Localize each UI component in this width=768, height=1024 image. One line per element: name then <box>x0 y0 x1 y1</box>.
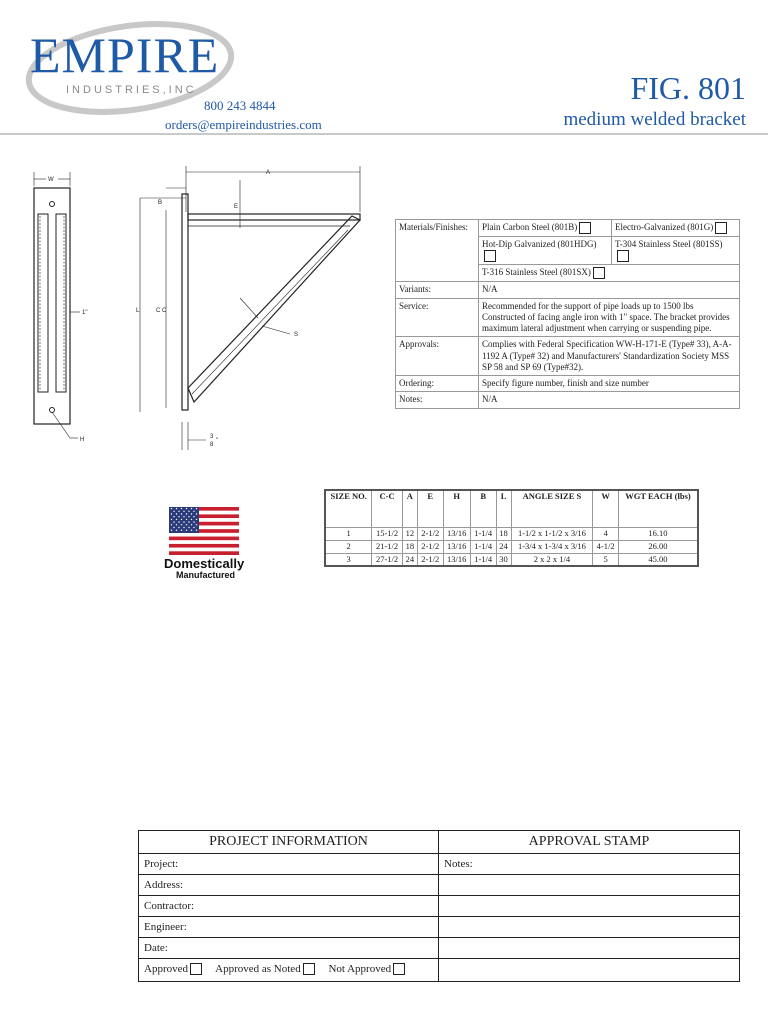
table-cell: 26.00 <box>618 540 698 553</box>
table-cell: 18 <box>402 540 417 553</box>
brand-subtitle: INDUSTRIES,INC <box>66 84 197 96</box>
table-cell: 1-1/2 x 1-1/2 x 3/16 <box>511 528 593 541</box>
material-option <box>479 265 740 282</box>
table-cell: 2-1/2 <box>417 540 443 553</box>
material-option <box>479 220 612 237</box>
table-cell: 2 <box>325 540 372 553</box>
dim-3: 3 <box>210 434 214 440</box>
table-cell: 12 <box>402 528 417 541</box>
column-header: B <box>470 490 496 528</box>
table-cell: 18 <box>496 528 511 541</box>
checkbox[interactable] <box>617 250 629 262</box>
table-cell: 1-1/4 <box>470 553 496 566</box>
address-field[interactable]: Address: <box>139 875 438 896</box>
table-cell: 24 <box>496 540 511 553</box>
dim-w: W <box>48 177 54 183</box>
notes-line[interactable] <box>439 875 739 896</box>
table-cell: 16.10 <box>618 528 698 541</box>
material-label: Plain Carbon Steel (801B) <box>482 222 578 233</box>
us-flag-icon <box>169 507 239 555</box>
ordering-label: Ordering: <box>396 376 479 392</box>
notes-line[interactable] <box>439 896 739 917</box>
table-row <box>396 220 740 237</box>
table-cell: 45.00 <box>618 553 698 566</box>
front-view <box>34 172 87 443</box>
table-cell: 1-3/4 x 1-3/4 x 3/16 <box>511 540 593 553</box>
checkbox[interactable] <box>593 267 605 279</box>
dim-h: H <box>80 437 85 443</box>
table-row <box>396 392 740 408</box>
table-cell: 2-1/2 <box>417 528 443 541</box>
service-value: Recommended for the support of pipe loads up to 1500 lbs Constructed of facing angle iron with 1" space. The bracket provides maximum lateral adjustment when carrying or suspending pipe. <box>479 298 740 337</box>
service-label: Service: <box>396 298 479 337</box>
notes-value: N/A <box>479 392 740 408</box>
variants-value: N/A <box>479 282 740 298</box>
dim-inch-mark: " <box>216 438 219 444</box>
column-header: E <box>417 490 443 528</box>
notes-label: Notes: <box>396 392 479 408</box>
figure-number: FIG. 801 <box>630 70 746 106</box>
manufactured-label: Manufactured <box>176 570 236 580</box>
material-option <box>612 237 740 265</box>
table-row <box>396 376 740 392</box>
materials-label: Materials/Finishes: <box>396 220 479 282</box>
material-option <box>479 237 612 265</box>
table-cell: 2 x 2 x 1/4 <box>511 553 593 566</box>
table-cell: 4 <box>593 528 619 541</box>
project-info-column <box>139 831 439 981</box>
material-option <box>612 220 740 237</box>
column-header: WGT EACH (lbs) <box>618 490 698 528</box>
size-table <box>324 489 699 567</box>
notes-line[interactable] <box>439 917 739 938</box>
column-header: ANGLE SIZE S <box>511 490 593 528</box>
product-name: medium welded bracket <box>563 109 746 130</box>
table-cell: 13/16 <box>443 553 470 566</box>
column-header: SIZE NO. <box>325 490 372 528</box>
table-row <box>325 528 698 541</box>
dim-a: A <box>266 170 271 176</box>
approval-options <box>139 959 438 980</box>
table-cell: 1-1/4 <box>470 528 496 541</box>
table-cell: 13/16 <box>443 540 470 553</box>
brand-logo: EMPIRE <box>30 27 220 83</box>
table-cell: 15-1/2 <box>372 528 402 541</box>
table-cell: 1 <box>325 528 372 541</box>
table-header-row <box>325 490 698 528</box>
dim-cc: C C <box>156 308 167 314</box>
approved-noted-checkbox[interactable] <box>303 963 315 975</box>
date-field[interactable]: Date: <box>139 938 438 959</box>
checkbox[interactable] <box>484 250 496 262</box>
project-info-title: PROJECT INFORMATION <box>139 831 438 854</box>
notes-line[interactable] <box>439 959 739 980</box>
dim-s: S <box>294 332 299 338</box>
dim-8: 8 <box>210 442 214 448</box>
table-cell: 27-1/2 <box>372 553 402 566</box>
table-cell: 24 <box>402 553 417 566</box>
table-cell: 13/16 <box>443 528 470 541</box>
approval-stamp-title: APPROVAL STAMP <box>439 831 739 854</box>
notes-line[interactable] <box>439 938 739 959</box>
dim-b: B <box>158 200 163 206</box>
table-row <box>325 540 698 553</box>
dim-1-inch: 1" <box>82 310 88 316</box>
approvals-value: Complies with Federal Specification WW-H-171-E (Type# 33), A-A-1192 A (Type# 32) and Manufacturers' Standardization Society MSS SP 58 and SP 69 (Type#32). <box>479 337 740 376</box>
approved-checkbox[interactable] <box>190 963 202 975</box>
table-row <box>396 298 740 337</box>
dim-l: L <box>136 308 140 314</box>
column-header: L <box>496 490 511 528</box>
table-row <box>325 553 698 566</box>
approved-label: Approved <box>144 963 188 975</box>
contractor-field[interactable]: Contractor: <box>139 896 438 917</box>
phone-number: 800 243 4844 <box>204 98 276 113</box>
notes-field[interactable]: Notes: <box>439 854 739 875</box>
material-label: Hot-Dip Galvanized (801HDG) <box>482 239 597 249</box>
specification-table <box>395 219 740 409</box>
not-approved-checkbox[interactable] <box>393 963 405 975</box>
material-label: T-316 Stainless Steel (801SX) <box>482 267 591 278</box>
table-cell: 5 <box>593 553 619 566</box>
table-cell: 1-1/4 <box>470 540 496 553</box>
approved-noted-label: Approved as Noted <box>215 963 301 975</box>
table-row <box>396 337 740 376</box>
material-label: T-304 Stainless Steel (801SS) <box>615 239 723 249</box>
table-row <box>396 282 740 298</box>
table-cell: 3 <box>325 553 372 566</box>
domestic-label: Domestically <box>164 556 245 571</box>
table-cell: 30 <box>496 553 511 566</box>
table-cell: 4-1/2 <box>593 540 619 553</box>
variants-label: Variants: <box>396 282 479 298</box>
column-header: W <box>593 490 619 528</box>
email-link[interactable]: orders@empireindustries.com <box>165 117 322 132</box>
ordering-value: Specify figure number, finish and size number <box>479 376 740 392</box>
header-divider <box>0 133 768 135</box>
project-info-box <box>138 830 740 982</box>
table-cell: 21-1/2 <box>372 540 402 553</box>
checkbox[interactable] <box>715 222 727 234</box>
bracket-drawing <box>0 150 380 460</box>
approval-stamp-column <box>439 831 739 981</box>
table-cell: 2-1/2 <box>417 553 443 566</box>
checkbox[interactable] <box>579 222 591 234</box>
side-view <box>136 166 360 450</box>
not-approved-label: Not Approved <box>328 963 392 975</box>
approvals-label: Approvals: <box>396 337 479 376</box>
column-header: C-C <box>372 490 402 528</box>
material-label: Electro-Galvanized (801G) <box>615 222 714 233</box>
dim-e: E <box>234 204 239 210</box>
project-field[interactable]: Project: <box>139 854 438 875</box>
column-header: H <box>443 490 470 528</box>
engineer-field[interactable]: Engineer: <box>139 917 438 938</box>
column-header: A <box>402 490 417 528</box>
